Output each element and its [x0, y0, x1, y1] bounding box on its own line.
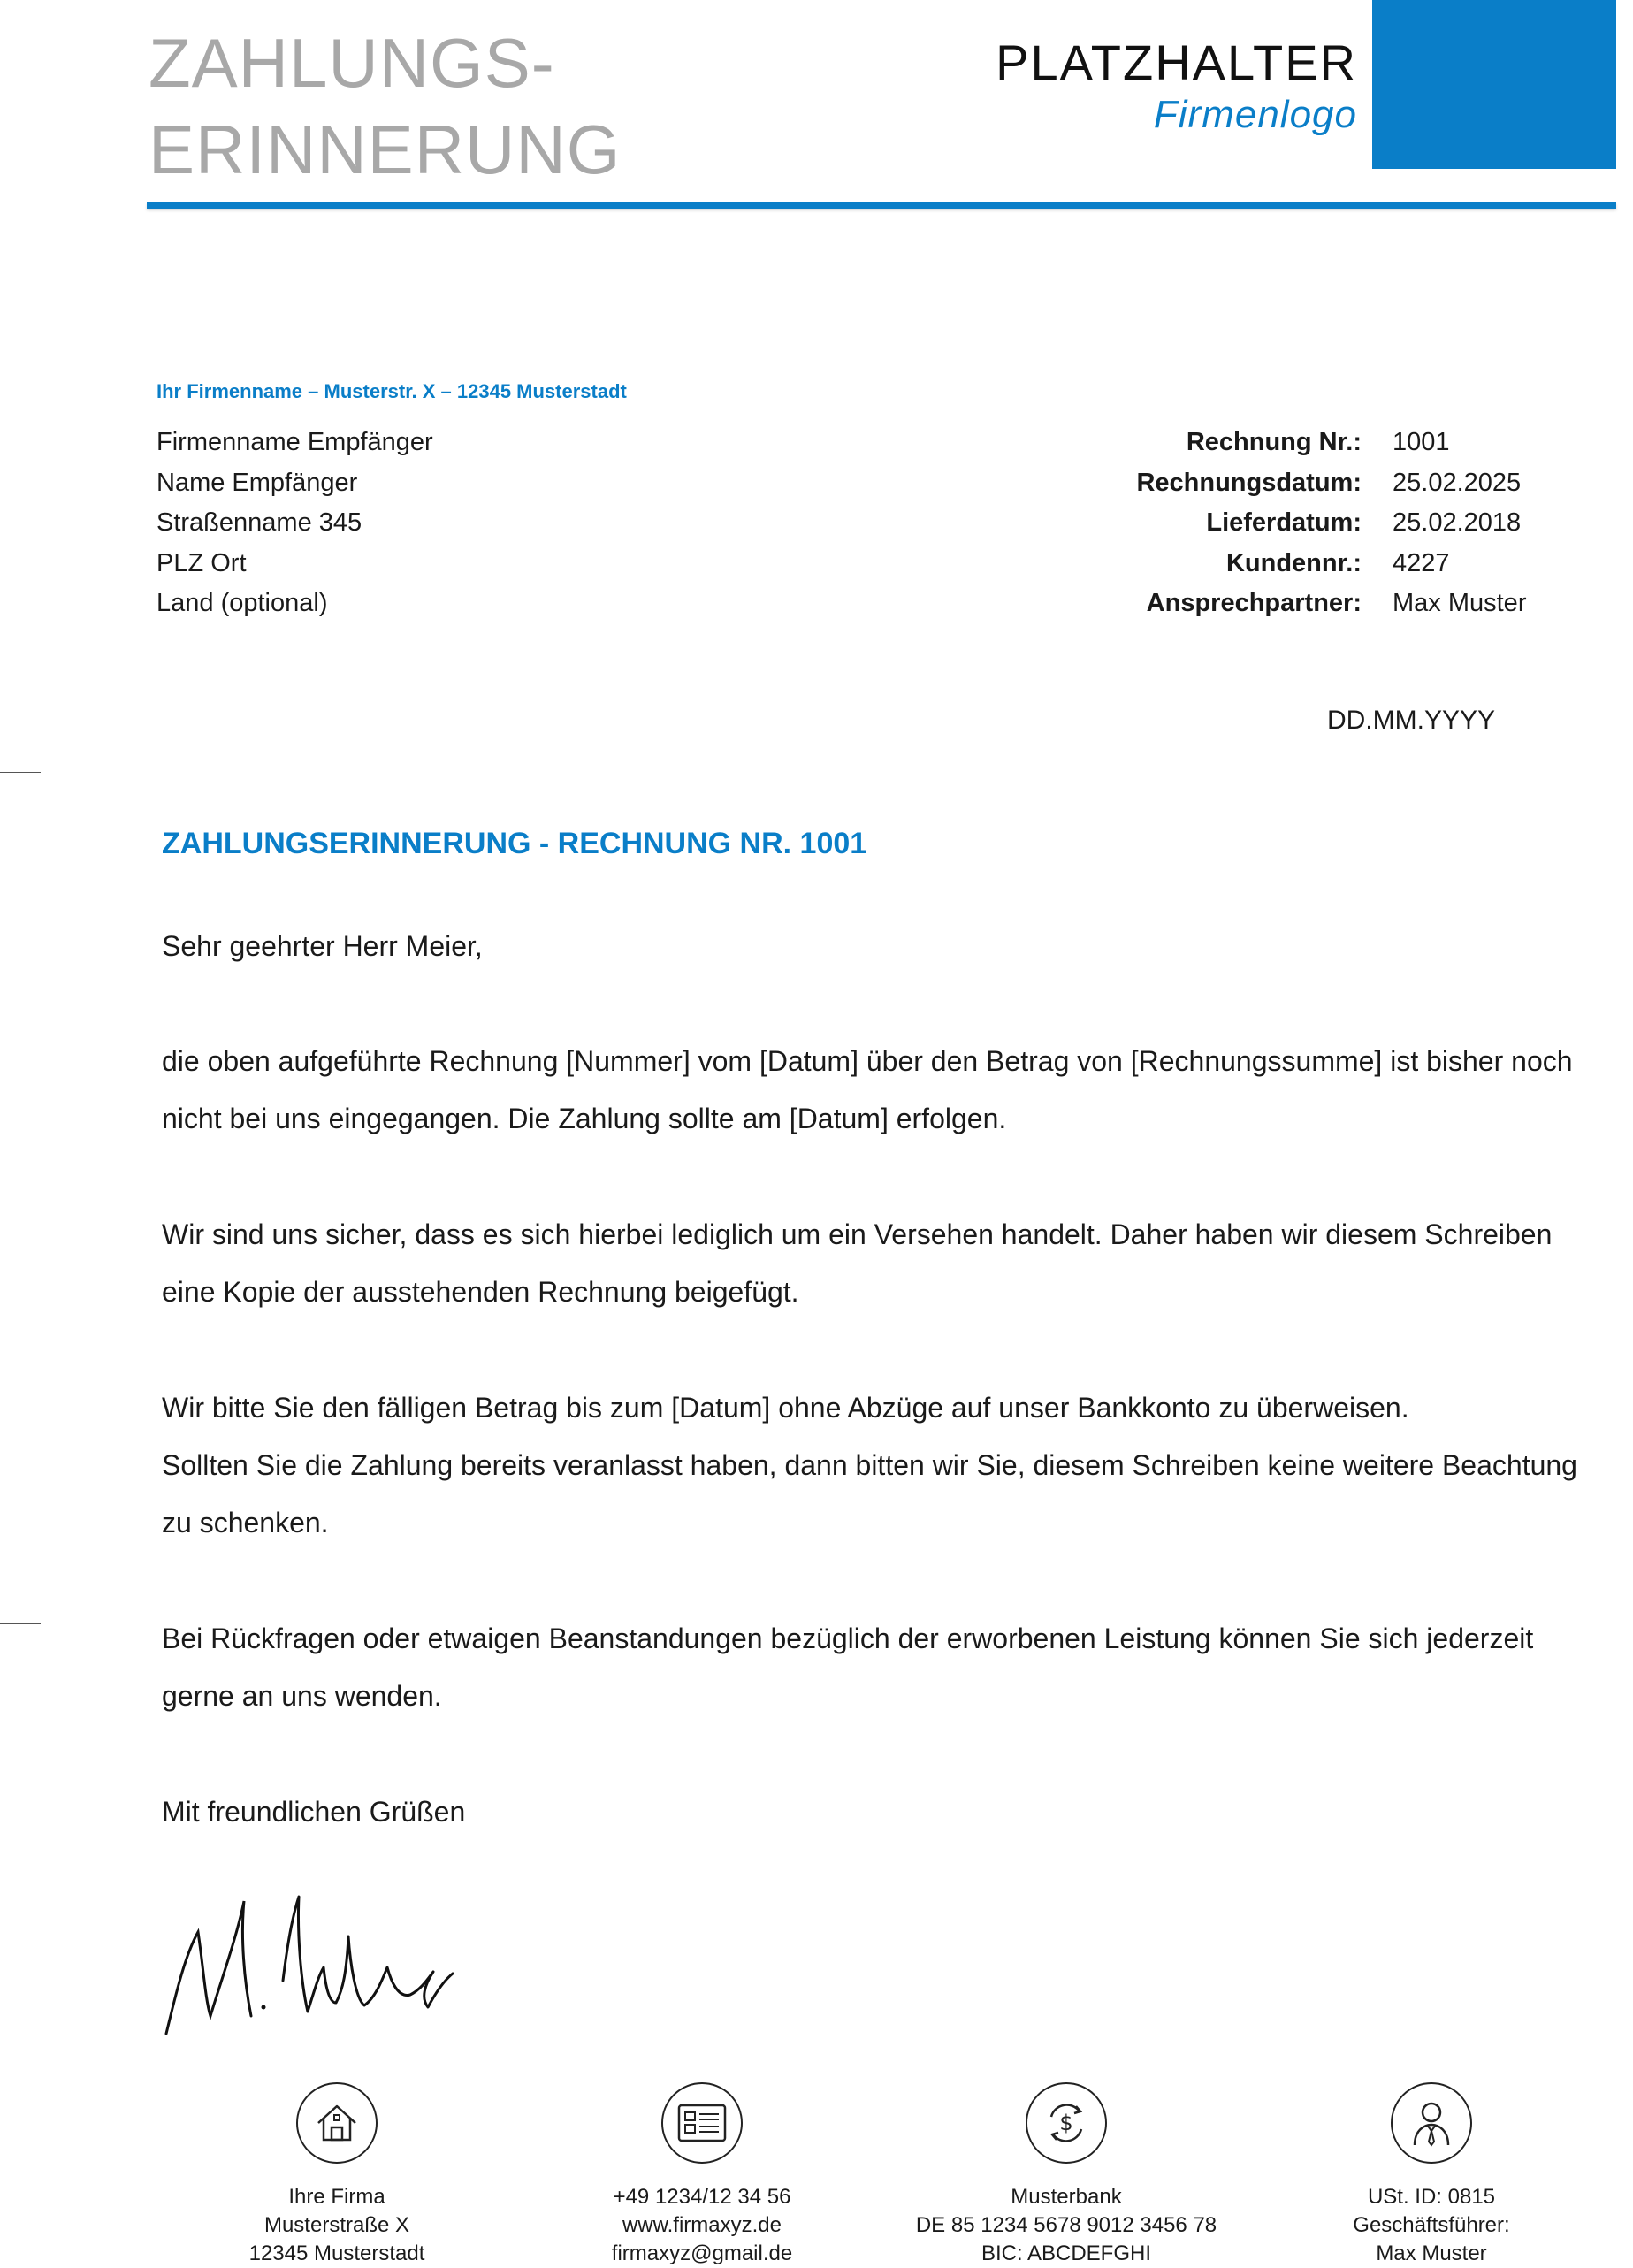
- logo-line-1: PLATZHALTER: [996, 34, 1357, 90]
- footer-line: Musterbank: [1011, 2185, 1122, 2209]
- meta-label: Rechnung Nr.:: [1186, 428, 1362, 456]
- logo-line-2: Firmenlogo: [1153, 93, 1357, 136]
- footer-company: [160, 2082, 514, 2268]
- svg-text:$: $: [1059, 2111, 1073, 2135]
- letter-date: DD.MM.YYYY: [1326, 706, 1495, 735]
- paragraph-2: [162, 1206, 1612, 1321]
- footer-contact: [525, 2082, 879, 2268]
- manager-icon: [1391, 2082, 1472, 2164]
- paragraph-line: gerne an uns wenden.: [162, 1680, 442, 1712]
- fold-mark-bottom: [0, 1623, 41, 1624]
- header-divider: [147, 202, 1616, 209]
- closing: Mit freundlichen Grüßen: [162, 1796, 466, 1828]
- paragraph-line: die oben aufgeführte Rechnung [Nummer] vom [Datum] über den Betrag von [Rechnungssumme] ist bisher noch: [162, 1045, 1573, 1077]
- recipient-country: Land (optional): [156, 589, 328, 617]
- footer-line: firmaxyz@gmail.de: [611, 2241, 793, 2265]
- footer-line: DE 85 1234 5678 9012 3456 78: [915, 2213, 1217, 2237]
- salutation: Sehr geehrter Herr Meier,: [162, 930, 483, 962]
- house-icon: [296, 2082, 378, 2164]
- contact-card-icon: [661, 2082, 743, 2164]
- paragraph-line: Sollten Sie die Zahlung bereits veranlasst haben, dann bitten wir Sie, diesem Schreiben keine weitere Beachtung: [162, 1449, 1577, 1481]
- footer-line: 12345 Musterstadt: [248, 2241, 425, 2265]
- footer-line: Geschäftsführer:: [1353, 2213, 1510, 2237]
- footer-line: +49 1234/12 34 56: [613, 2185, 791, 2209]
- footer-bank: [889, 2082, 1243, 2268]
- paragraph-line: Wir sind uns sicher, dass es sich hierbei lediglich um ein Versehen handelt. Daher haben wir diesem Schreiben: [162, 1218, 1553, 1250]
- recipient-city: PLZ Ort: [156, 548, 247, 577]
- meta-label: Lieferdatum:: [1206, 508, 1362, 537]
- footer-line: www.firmaxyz.de: [622, 2213, 782, 2237]
- meta-value: 25.02.2025: [1393, 468, 1522, 497]
- meta-label: Rechnungsdatum:: [1136, 468, 1362, 497]
- recipient-company: Firmenname Empfänger: [156, 428, 433, 456]
- fold-mark-top: [0, 772, 41, 773]
- meta-value: 25.02.2018: [1393, 508, 1522, 537]
- paragraph-line: Wir bitte Sie den fälligen Betrag bis zum [Datum] ohne Abzüge auf unser Bankkonto zu überweisen.: [162, 1392, 1409, 1424]
- meta-value: 1001: [1393, 428, 1450, 456]
- footer-legal: [1255, 2082, 1608, 2268]
- letter-subject: ZAHLUNGSERINNERUNG - RECHNUNG NR. 1001: [162, 827, 867, 860]
- document-title: [149, 19, 621, 193]
- paragraph-line: eine Kopie der ausstehenden Rechnung beigefügt.: [162, 1276, 799, 1308]
- document-title-line2: ERINNERUNG: [149, 111, 622, 188]
- footer-line: Max Muster: [1376, 2241, 1487, 2265]
- paragraph-4: [162, 1610, 1612, 1725]
- recipient-address: [156, 423, 433, 624]
- paragraph-line: Bei Rückfragen oder etwaigen Beanstandungen bezüglich der erworbenen Leistung können Sie sich jederzeit: [162, 1623, 1534, 1654]
- meta-row-contact: [973, 584, 1547, 624]
- footer-line: Ihre Firma: [288, 2185, 385, 2209]
- meta-row-invoice-number: [973, 423, 1547, 463]
- footer-line: USt. ID: 0815: [1367, 2185, 1496, 2209]
- footer-line: BIC: ABCDEFGHI: [981, 2241, 1152, 2265]
- paragraph-3: [162, 1379, 1612, 1552]
- handwritten-signature: [159, 1883, 460, 2043]
- document-title-line1: ZAHLUNGS-: [149, 24, 555, 102]
- meta-row-invoice-date: [973, 463, 1547, 504]
- meta-label: Ansprechpartner:: [1146, 589, 1362, 617]
- bank-transfer-icon: [1026, 2082, 1107, 2164]
- meta-value: 4227: [1393, 548, 1450, 577]
- paragraph-line: zu schenken.: [162, 1507, 329, 1539]
- sender-line: Ihr Firmenname – Musterstr. X – 12345 Musterstadt: [156, 380, 627, 402]
- meta-row-customer-number: [973, 544, 1547, 584]
- recipient-street: Straßenname 345: [156, 508, 362, 537]
- recipient-name: Name Empfänger: [156, 468, 358, 497]
- meta-label: Kundennr.:: [1225, 548, 1362, 577]
- paragraph-line: nicht bei uns eingegangen. Die Zahlung sollte am [Datum] erfolgen.: [162, 1103, 1007, 1134]
- meta-row-delivery-date: [973, 503, 1547, 544]
- logo-block: [1372, 0, 1616, 169]
- footer-line: Musterstraße X: [263, 2213, 410, 2237]
- meta-value: Max Muster: [1393, 589, 1527, 617]
- invoice-meta: [973, 423, 1547, 624]
- company-logo-text: [996, 34, 1357, 138]
- paragraph-1: [162, 1033, 1612, 1148]
